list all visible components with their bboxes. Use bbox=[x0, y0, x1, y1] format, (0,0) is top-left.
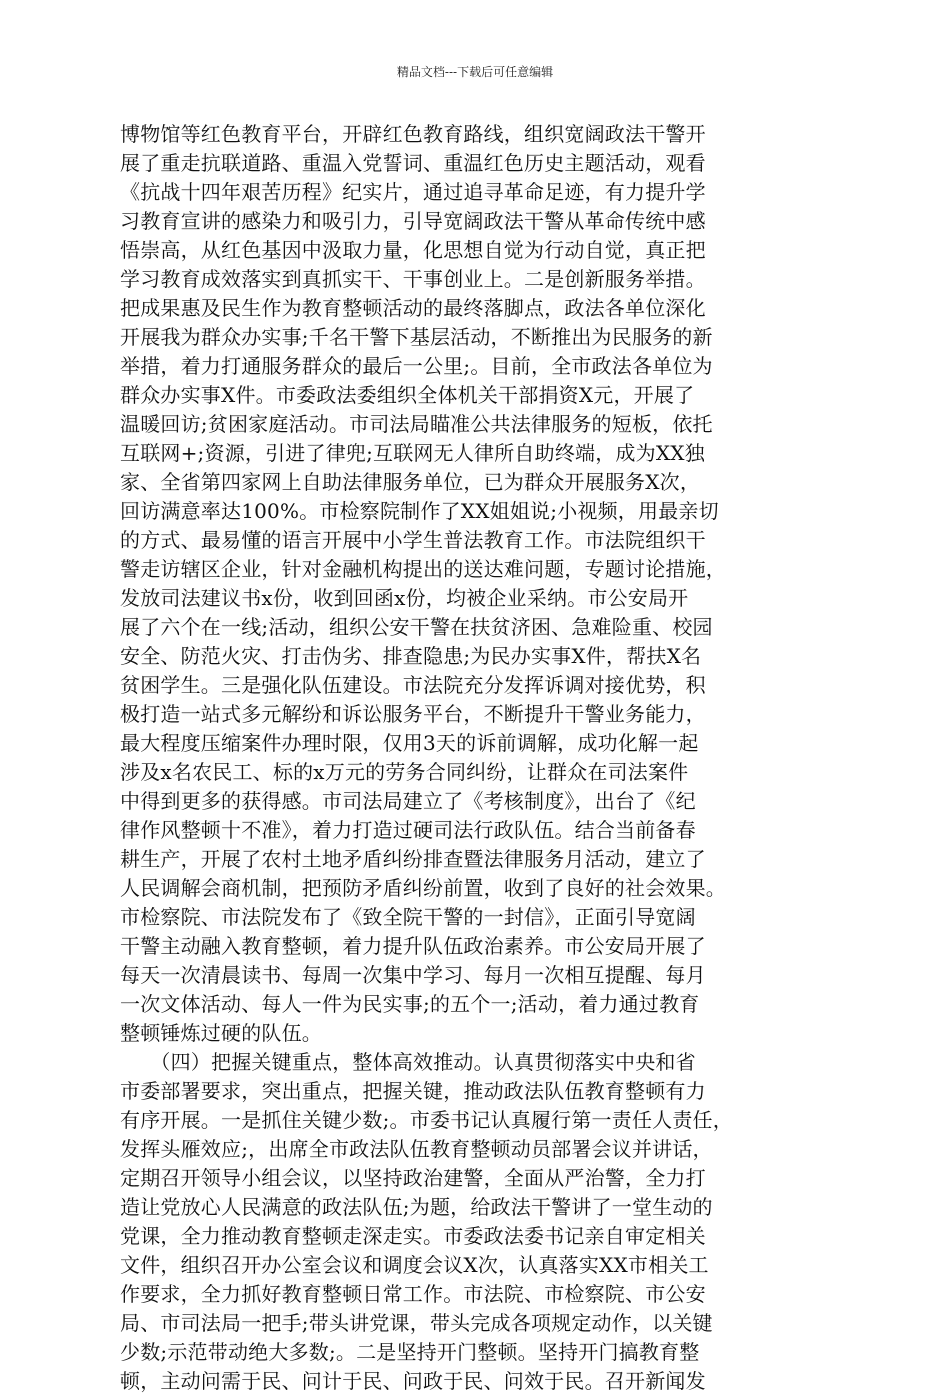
text-line: 发挥头雁效应;，出席全市政法队伍教育整顿动员部署会议并讲话， bbox=[120, 1137, 713, 1161]
text-line: 少数;示范带动绝大多数;。二是坚持开门整顿。坚持开门搞教育整 bbox=[120, 1340, 700, 1364]
text-line: 市检察院、市法院发布了《致全院干警的一封信》，正面引导宽阔 bbox=[120, 905, 696, 929]
text-line: 作要求，全力抓好教育整顿日常工作。市法院、市检察院、市公安 bbox=[120, 1282, 706, 1306]
text-line: 习教育宣讲的感染力和吸引力，引导宽阔政法干警从革命传统中感 bbox=[120, 209, 706, 233]
text-line: 学习教育成效落实到真抓实干、干事创业上。二是创新服务举措。 bbox=[120, 267, 706, 291]
text-line: 局、市司法局一把手;带头讲党课，带头完成各项规定动作，以关键 bbox=[120, 1311, 713, 1335]
text-line: 博物馆等红色教育平台，开辟红色教育路线，组织宽阔政法干警开 bbox=[120, 122, 706, 146]
text-line: 有序开展。一是抓住关键少数;。市委书记认真履行第一责任人责任， bbox=[120, 1108, 733, 1132]
text-line: 干警主动融入教育整顿，着力提升队伍政治素养。市公安局开展了 bbox=[120, 934, 706, 958]
text-line: 家、全省第四家网上自助法律服务单位，已为群众开展服务X次， bbox=[120, 470, 701, 494]
text-line: 一次文体活动、每人一件为民实事;的五个一;活动，着力通过教育 bbox=[120, 992, 700, 1016]
text-line: 举措，着力打通服务群众的最后一公里;。目前，全市政法各单位为 bbox=[120, 354, 713, 378]
text-line: （四）把握关键重点，整体高效推动。认真贯彻落实中央和省 bbox=[120, 1050, 696, 1074]
text-line: 造让党放心人民满意的政法队伍;为题，给政法干警讲了一堂生动的 bbox=[120, 1195, 713, 1219]
text-line: 整顿锤炼过硬的队伍。 bbox=[120, 1021, 322, 1045]
text-line: 展了六个在一线;活动，组织公安干警在扶贫济困、急难险重、校园 bbox=[120, 615, 713, 639]
text-line: 每天一次清晨读书、每周一次集中学习、每月一次相互提醒、每月 bbox=[120, 963, 706, 987]
text-line: 互联网+;资源，引进了律兜;互联网无人律所自助终端，成为XX独 bbox=[120, 441, 705, 465]
text-line: 群众办实事X件。市委政法委组织全体机关干部捐资X元，开展了 bbox=[120, 383, 695, 407]
text-line: 极打造一站式多元解纷和诉讼服务平台，不断提升干警业务能力， bbox=[120, 702, 706, 726]
document-body bbox=[120, 120, 832, 1396]
text-line: 顿，主动问需于民、问计于民、问政于民、问效于民。召开新闻发 bbox=[120, 1369, 706, 1393]
text-line: 把成果惠及民生作为教育整顿活动的最终落脚点，政法各单位深化 bbox=[120, 296, 706, 320]
text-line: 党课，全力推动教育整顿走深走实。市委政法委书记亲自审定相关 bbox=[120, 1224, 706, 1248]
text-line: 文件，组织召开办公室会议和调度会议X次，认真落实XX市相关工 bbox=[120, 1253, 709, 1277]
text-line: 耕生产，开展了农村土地矛盾纠纷排查暨法律服务月活动，建立了 bbox=[120, 847, 706, 871]
text-line: 最大程度压缩案件办理时限，仅用3天的诉前调解，成功化解一起 bbox=[120, 731, 699, 755]
text-line: 回访满意率达100%。市检察院制作了XX姐姐说;小视频，用最亲切 bbox=[120, 499, 719, 523]
text-line: 涉及x名农民工、标的x万元的劳务合同纠纷，让群众在司法案件 bbox=[120, 760, 689, 784]
text-line: 展了重走抗联道路、重温入党誓词、重温红色历史主题活动，观看 bbox=[120, 151, 706, 175]
text-line: 开展我为群众办实事;千名干警下基层活动，不断推出为民服务的新 bbox=[120, 325, 713, 349]
text-line: 《抗战十四年艰苦历程》纪实片，通过追寻革命足迹，有力提升学 bbox=[120, 180, 706, 204]
text-line: 中得到更多的获得感。市司法局建立了《考核制度》，出台了《纪 bbox=[120, 789, 696, 813]
text-line: 安全、防范火灾、打击伪劣、排查隐患;为民办实事X件，帮扶X名 bbox=[120, 644, 702, 668]
text-line: 警走访辖区企业，针对金融机构提出的送达难问题，专题讨论措施， bbox=[120, 557, 726, 581]
text-line: 人民调解会商机制，把预防矛盾纠纷前置，收到了良好的社会效果。 bbox=[120, 876, 726, 900]
text-line: 市委部署要求，突出重点，把握关键，推动政法队伍教育整顿有力 bbox=[120, 1079, 706, 1103]
text-line: 发放司法建议书x份，收到回函x份，均被企业采纳。市公安局开 bbox=[120, 586, 689, 610]
text-line: 温暖回访;贫困家庭活动。市司法局瞄准公共法律服务的短板，依托 bbox=[120, 412, 713, 436]
text-line: 悟崇高，从红色基因中汲取力量，化思想自觉为行动自觉，真正把 bbox=[120, 238, 706, 262]
text-line: 贫困学生。三是强化队伍建设。市法院充分发挥诉调对接优势，积 bbox=[120, 673, 706, 697]
text-line: 律作风整顿十不准》，着力打造过硬司法行政队伍。结合当前备春 bbox=[120, 818, 696, 842]
text-line: 的方式、最易懂的语言开展中小学生普法教育工作。市法院组织干 bbox=[120, 528, 706, 552]
page-header: 精品文档---下载后可任意编辑 bbox=[396, 65, 554, 79]
text-line: 定期召开领导小组会议，以坚持政治建警，全面从严治警，全力打 bbox=[120, 1166, 706, 1190]
